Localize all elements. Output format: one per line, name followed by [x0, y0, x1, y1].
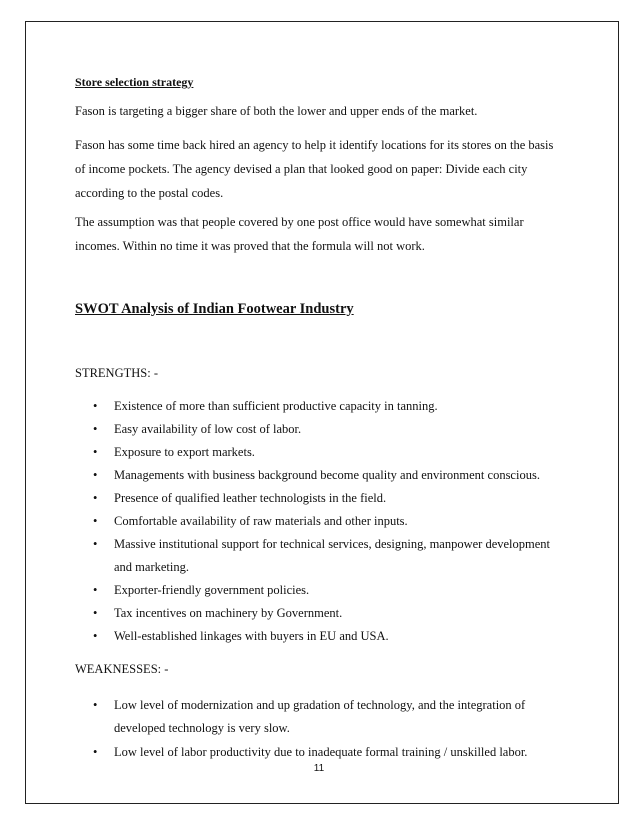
bullet-icon: • — [93, 583, 98, 597]
list-item: Tax incentives on machinery by Government. — [114, 606, 343, 620]
list-item: Easy availability of low cost of labor. — [114, 422, 302, 436]
paragraph-line: The assumption was that people covered by one post office would have somewhat similar — [75, 215, 524, 229]
bullet-icon: • — [93, 745, 98, 759]
bullet-icon: • — [93, 399, 98, 413]
bullet-icon: • — [93, 606, 98, 620]
page-number: 11 — [313, 763, 325, 774]
weaknesses-heading: WEAKNESSES: - — [75, 662, 169, 676]
bullet-icon: • — [93, 422, 98, 436]
bullet-icon: • — [93, 698, 98, 712]
swot-title: SWOT Analysis of Indian Footwear Industry — [75, 301, 354, 317]
list-item: Massive institutional support for technical services, designing, manpower development — [114, 537, 551, 551]
list-item: Exposure to export markets. — [114, 445, 255, 459]
list-item: Existence of more than sufficient productive capacity in tanning. — [114, 399, 438, 413]
bullet-icon: • — [93, 491, 98, 505]
list-item-continuation: developed technology is very slow. — [114, 721, 290, 735]
list-item: Presence of qualified leather technologists in the field. — [114, 491, 387, 505]
list-item-continuation: and marketing. — [114, 560, 189, 574]
list-item: Low level of labor productivity due to inadequate formal training / unskilled labor. — [114, 745, 528, 759]
bullet-icon: • — [93, 445, 98, 459]
paragraph-line: Fason has some time back hired an agency to help it identify locations for its stores on the basis — [75, 138, 554, 152]
paragraph-line: incomes. Within no time it was proved that the formula will not work. — [75, 239, 425, 253]
list-item: Managements with business background become quality and environment conscious. — [114, 468, 540, 482]
bullet-icon: • — [93, 468, 98, 482]
list-item: Low level of modernization and up gradation of technology, and the integration of — [114, 698, 526, 712]
paragraph-line: Fason is targeting a bigger share of both the lower and upper ends of the market. — [75, 104, 478, 118]
list-item: Well-established linkages with buyers in EU and USA. — [114, 629, 389, 643]
bullet-icon: • — [93, 537, 98, 551]
list-item: Comfortable availability of raw materials and other inputs. — [114, 514, 408, 528]
paragraph-line: of income pockets. The agency devised a plan that looked good on paper: Divide each city — [75, 162, 528, 176]
bullet-icon: • — [93, 514, 98, 528]
section-title-store-selection: Store selection strategy — [75, 75, 194, 89]
strengths-heading: STRENGTHS: - — [75, 366, 158, 380]
paragraph-line: according to the postal codes. — [75, 186, 224, 200]
list-item: Exporter-friendly government policies. — [114, 583, 310, 597]
bullet-icon: • — [93, 629, 98, 643]
